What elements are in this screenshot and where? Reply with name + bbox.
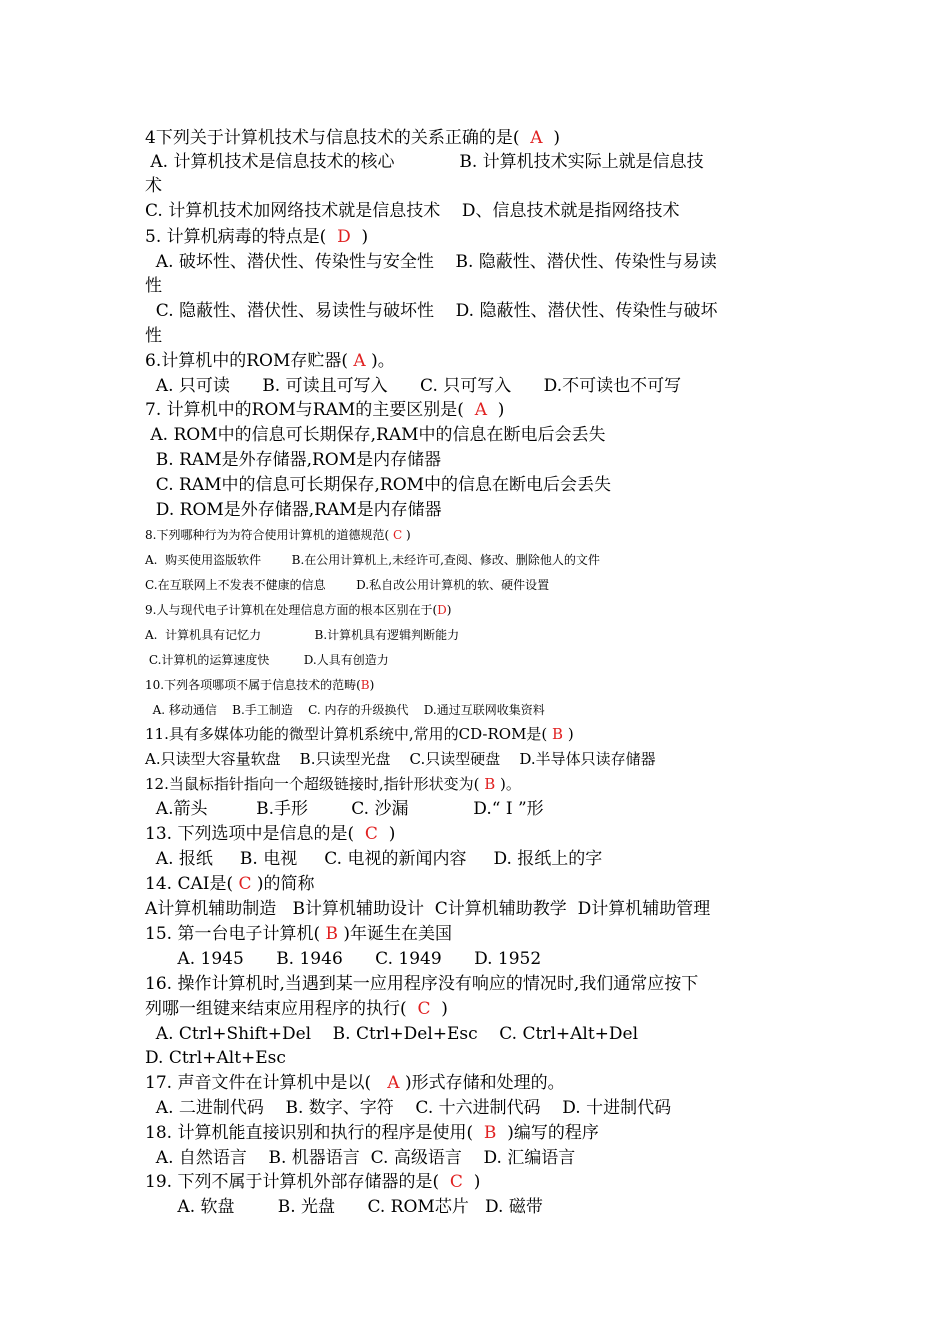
question-12-options: A.箭头 B.手形 C. 沙漏 D.“ I ”形 [145,799,544,819]
question-7-text: 7. 计算机中的ROM与RAM的主要区别是( [145,400,464,420]
question-6-stem [145,353,395,370]
question-8-options-cd: C.在互联网上不发表不健康的信息 D.私自改公用计算机的软、硬件设置 [145,578,550,592]
question-5-options-ab: A. 破坏性、潜伏性、传染性与安全性 B. 隐蔽性、潜伏性、传染性与易读 [145,252,717,272]
question-16-options-abc: A. Ctrl+Shift+Del B. Ctrl+Del+Esc C. Ctrl+Alt+Del [145,1024,639,1044]
question-16-answer: C [406,999,442,1019]
question-19-text: 19. 下列不属于计算机外部存储器的是( [145,1172,440,1192]
question-9-options-cd: C.计算机的运算速度快 D.人具有创造力 [145,653,389,667]
question-5-options-cd: C. 隐蔽性、潜伏性、易读性与破坏性 D. 隐蔽性、潜伏性、传染性与破坏 [145,301,718,321]
question-4-options-ab-wrap: 术 [145,176,162,196]
question-9-stem [145,604,451,616]
question-8-text-end: ) [405,528,411,542]
question-18-stem [145,1125,599,1142]
question-4-answer: A [519,128,554,148]
question-17-text-end: )形式存储和处理的。 [404,1073,565,1093]
question-12-stem [145,777,521,792]
question-11-text: 11.具有多媒体功能的微型计算机系统中,常用的CD-ROM是( [145,725,548,743]
question-18-text-end: )编写的程序 [507,1123,599,1143]
question-8-answer: C [389,528,406,542]
question-18-options: A. 自然语言 B. 机器语言 C. 高级语言 D. 汇编语言 [145,1148,576,1168]
question-17-text: 17. 声音文件在计算机中是以( [145,1073,372,1093]
question-17-options: A. 二进制代码 B. 数字、字符 C. 十六进制代码 D. 十进制代码 [145,1098,672,1118]
question-11-options: A.只读型大容量软盘 B.只读型光盘 C.只读型硬盘 D.半导体只读存储器 [145,750,656,768]
question-6-text: 6.计算机中的ROM存贮器( [145,351,348,371]
question-11-text-end: ) [567,725,574,743]
question-19-text-end: ) [473,1172,481,1192]
question-9-options-ab: A. 计算机具有记忆力 B.计算机具有逻辑判断能力 [145,628,460,642]
question-14-text-end: )的简称 [256,874,315,894]
question-6-options: A. 只可读 B. 可读且可写入 C. 只可写入 D.不可读也不可写 [145,376,682,396]
question-7-option-d: D. ROM是外存储器,RAM是内存储器 [145,500,442,520]
question-5-text-end: ) [361,227,369,247]
question-4-text-end: ) [553,128,560,148]
question-7-option-c: C. RAM中的信息可长期保存,ROM中的信息在断电后会丢失 [145,475,612,495]
question-18-text: 18. 计算机能直接识别和执行的程序是使用( [145,1123,474,1143]
question-7-answer: A [463,400,498,420]
question-17-stem [145,1075,565,1092]
question-13-options: A. 报纸 B. 电视 C. 电视的新闻内容 D. 报纸上的字 [145,849,603,869]
question-16-text: 列哪一组键来结束应用程序的执行( [145,999,407,1019]
question-10-text-end: ) [369,678,375,692]
question-10-stem [145,679,374,691]
question-4-text: 4下列关于计算机技术与信息技术的关系正确的是( [145,128,520,148]
question-11-answer: B [547,725,568,743]
question-19-options: A. 软盘 B. 光盘 C. ROM芯片 D. 磁带 [145,1197,543,1217]
question-4-options-cd: C. 计算机技术加网络技术就是信息技术 D、信息技术就是指网络技术 [145,201,680,221]
question-7-stem [145,402,504,419]
question-5-options-ab-wrap: 性 [145,276,162,296]
question-14-text: 14. CAI是( [145,874,234,894]
question-11-stem [145,727,574,742]
question-19-answer: C [439,1172,474,1192]
question-12-text-end: )。 [500,775,521,793]
question-5-text: 5. 计算机病毒的特点是( [145,227,327,247]
question-17-answer: A [371,1073,405,1093]
question-13-stem [145,826,395,843]
question-14-answer: C [233,874,257,894]
question-13-text: 13. 下列选项中是信息的是( [145,824,355,844]
question-4-stem [145,130,560,147]
question-8-options-ab: A. 购买使用盗版软件 B.在公用计算机上,未经许可,查阅、修改、删除他人的文件 [145,553,600,567]
question-15-options: A. 1945 B. 1946 C. 1949 D. 1952 [145,949,542,969]
question-14-stem [145,876,315,893]
question-15-answer: B [320,924,344,944]
question-16-option-d: D. Ctrl+Alt+Esc [145,1048,286,1068]
question-5-answer: D [326,227,362,247]
question-12-answer: B [479,775,501,793]
question-6-text-end: )。 [371,351,395,371]
question-14-options: A计算机辅助制造 B计算机辅助设计 C计算机辅助教学 D计算机辅助管理 [145,899,711,919]
question-9-text-end: ) [446,603,452,617]
question-15-stem [145,926,452,943]
question-9-text: 9.人与现代电子计算机在处理信息方面的根本区别在于( [145,603,438,617]
question-4-options-ab: A. 计算机技术是信息技术的核心 B. 计算机技术实际上就是信息技 [145,152,704,172]
question-18-answer: B [473,1123,508,1143]
question-5-options-cd-wrap: 性 [145,326,162,346]
question-6-answer: A [348,351,372,371]
question-7-option-a: A. ROM中的信息可长期保存,RAM中的信息在断电后会丢失 [145,425,606,445]
question-16-stem-line1: 16. 操作计算机时,当遇到某一应用程序没有响应的情况时,我们通常应按下 [145,974,699,994]
question-7-option-b: B. RAM是外存储器,ROM是内存储器 [145,450,442,470]
question-10-answer: B [360,678,370,692]
question-13-text-end: ) [388,824,396,844]
question-10-options: A. 移动通信 B.手工制造 C. 内存的升级换代 D.通过互联网收集资料 [145,703,545,717]
question-16-stem [145,1001,448,1018]
question-10-text: 10.下列各项哪项不属于信息技术的范畴( [145,678,361,692]
question-19-stem [145,1174,480,1191]
question-5-stem [145,229,368,246]
question-15-text: 15. 第一台电子计算机( [145,924,321,944]
question-8-stem [145,529,411,541]
question-13-answer: C [354,824,389,844]
question-9-answer: D [437,603,447,617]
question-8-text: 8.下列哪种行为为符合使用计算机的道德规范( [145,528,390,542]
question-7-text-end: ) [497,400,505,420]
question-16-text-end: ) [441,999,448,1019]
question-12-text: 12.当鼠标指针指向一个超级链接时,指针形状变为( [145,775,480,793]
question-15-text-end: )年诞生在美国 [343,924,453,944]
